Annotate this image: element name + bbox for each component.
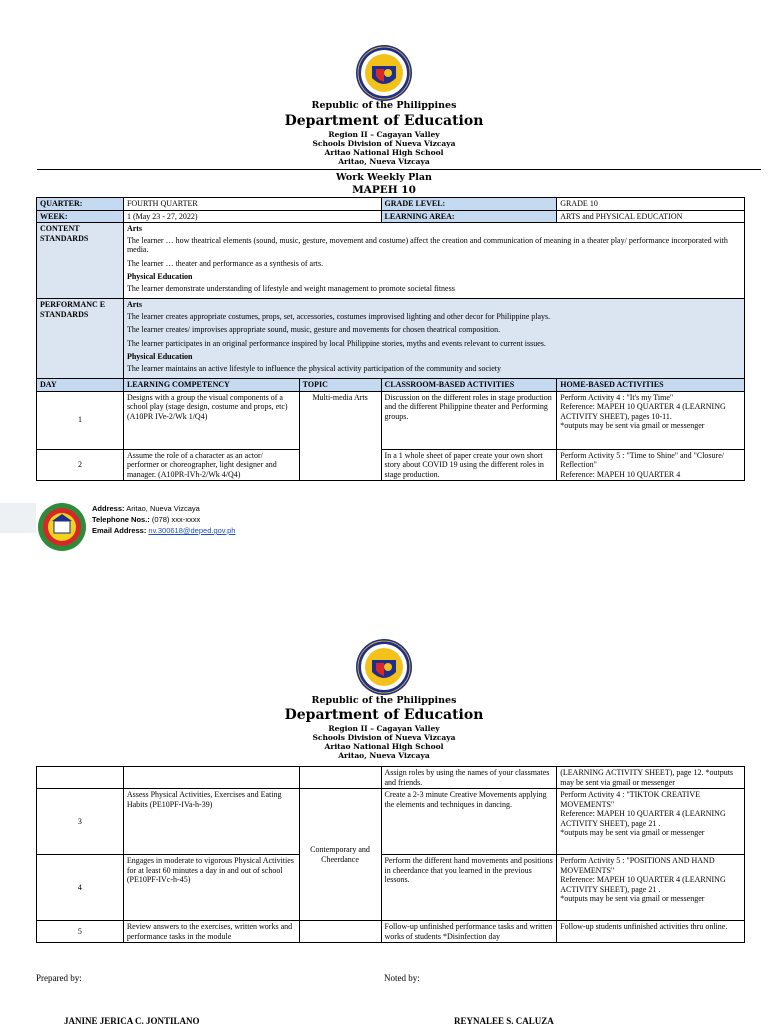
classroom-cell: Discussion on the different roles in stage production and the different Philippine theater and Performing groups. <box>381 391 557 449</box>
competency-cell <box>123 767 299 789</box>
footer-contact <box>92 503 235 536</box>
day-cell: 2 <box>37 449 124 481</box>
home-note: *outputs may be sent via gmail or messenger <box>560 421 705 430</box>
home-cell <box>557 391 745 449</box>
address-label: Address: <box>92 504 125 513</box>
prepared-by-label: Prepared by: <box>36 973 82 983</box>
quarter-value: FOURTH QUARTER <box>123 198 381 211</box>
topic-cell: Multi-media Arts <box>299 391 381 481</box>
home-activity: Perform Activity 5 : "POSITIONS AND HAND MOVEMENTS" <box>560 856 715 875</box>
competency-cell: Review answers to the exercises, written works and performance tasks in the module <box>123 921 299 943</box>
table-row <box>37 789 745 855</box>
grade-value: GRADE 10 <box>557 198 745 211</box>
performance-standards-body <box>123 299 744 379</box>
day-cell <box>37 767 124 789</box>
home-activity: Follow-up students unfinished activities thru online. <box>560 922 728 931</box>
home-note: *outputs may be sent via gmail or messenger <box>560 828 705 837</box>
weekly-plan-table <box>36 197 745 481</box>
competency-cell: Designs with a group the visual components of a school play (stage design, costume and props, etc) (A10PR IVe-2/Wk 1/Q4) <box>123 391 299 449</box>
department-heading: Department of Education <box>284 113 484 129</box>
competency-cell: Assess Physical Activities, Exercises and Eating Habits (PE10PF-IVa-h-39) <box>123 789 299 855</box>
plan-subject: MAPEH 10 <box>352 184 416 196</box>
home-reference: Reference: MAPEH 10 QUARTER 4 <box>560 469 681 479</box>
region-line: Region II – Cagayan Valley <box>328 724 440 733</box>
division-line: Schools Division of Nueva Vizcaya <box>312 139 456 148</box>
phone-value: (078) xxx-xxxx <box>151 515 201 524</box>
header-divider <box>37 169 761 170</box>
classroom-cell: Perform the different hand movements and positions in cheerdance that you learned in the previous lessons. <box>381 855 557 921</box>
home-cell: (LEARNING ACTIVITY SHEET), page 12. *outputs may be sent via gmail or messenger <box>557 767 745 789</box>
table-row <box>37 391 745 449</box>
home-reference: Reference: MAPEH 10 QUARTER 4 (LEARNING ACTIVITY SHEET), page 21 . <box>560 875 726 894</box>
column-header-row <box>37 379 745 392</box>
home-activity: Perform Activity 4 : "TIKTOK CREATIVE MOVEMENTS" <box>560 790 701 809</box>
grade-label: GRADE LEVEL: <box>381 198 557 211</box>
address-value: Aritao, Nueva Vizcaya <box>126 504 200 513</box>
footer-band <box>0 503 36 533</box>
table-row <box>37 210 745 223</box>
classroom-cell: Assign roles by using the names of your classmates and friends. <box>381 767 557 789</box>
home-cell <box>557 449 745 481</box>
deped-seal <box>355 44 413 102</box>
day-cell: 3 <box>37 789 124 855</box>
topic-cell: Contemporary and Cheerdance <box>299 789 381 921</box>
topic-cell <box>299 767 381 789</box>
table-row <box>37 449 745 481</box>
noter-name: REYNALEE S. CALUZA <box>454 1016 554 1026</box>
performance-pe-1: The learner maintains an active lifestyle to influence the physical activity participation of the community and society <box>126 363 502 373</box>
noted-by-label: Noted by: <box>384 973 420 983</box>
home-reference: Reference: MAPEH 10 QUARTER 4 (LEARNING ACTIVITY SHEET), pages 10-11. <box>560 402 726 421</box>
republic-heading: Republic of the Philippines <box>311 695 457 706</box>
col-classroom: CLASSROOM-BASED ACTIVITIES <box>381 379 557 392</box>
location-line: Aritao, Nueva Vizcaya <box>338 751 430 760</box>
preparer-name: JANINE JERICA C. JONTILANO <box>64 1016 200 1026</box>
competency-cell: Assume the role of a character as an actor/ performer or choreographer, light designer and manager. (A10PR-IVh-2/Wk 4/Q4) <box>123 449 299 481</box>
content-standards-label: CONTENT STANDARDS <box>37 223 124 299</box>
performance-standards-label: PERFORMANC E STANDARDS <box>37 299 124 379</box>
plan-title: Work Weekly Plan <box>336 172 432 183</box>
topic-cell <box>299 921 381 943</box>
home-cell <box>557 921 745 943</box>
table-row <box>37 198 745 211</box>
home-cell <box>557 855 745 921</box>
day-cell: 4 <box>37 855 124 921</box>
area-value: ARTS and PHYSICAL EDUCATION <box>557 210 745 223</box>
col-home: HOME-BASED ACTIVITIES <box>557 379 745 392</box>
content-pe-1: The learner demonstrate understanding of lifestyle and weight management to promote societal fitness <box>126 283 455 293</box>
home-note: *outputs may be sent via gmail or messenger <box>560 894 705 903</box>
location-line: Aritao, Nueva Vizcaya <box>338 157 430 166</box>
performance-arts-2: The learner creates/ improvises appropriate sound, music, gesture and movements for chosen theatrical composition. <box>126 325 501 334</box>
quarter-label: QUARTER: <box>37 198 124 211</box>
deped-seal <box>355 638 413 696</box>
col-day: DAY <box>37 379 124 392</box>
content-standards-row <box>37 223 745 299</box>
republic-heading: Republic of the Philippines <box>311 100 457 111</box>
school-line: Aritao National High School <box>324 742 444 751</box>
home-cell <box>557 789 745 855</box>
day-cell: 1 <box>37 391 124 449</box>
classroom-cell: Create a 2-3 minute Creative Movements applying the elements and techniques in dancing. <box>381 789 557 855</box>
classroom-cell: Follow-up unfinished performance tasks and written works of students *Disinfection day <box>381 921 557 943</box>
table-row <box>37 855 745 921</box>
performance-arts-3: The learner participates in an original performance inspired by local Philippine stories, myths and events relevant to current issues. <box>126 338 546 348</box>
performance-standards-row <box>37 299 745 379</box>
performance-arts-1: The learner creates appropriate costumes, props, set, accessories, costumes improvised lighting and other decor for Philippine plays. <box>126 311 551 321</box>
weekly-plan-table-continued <box>36 766 745 943</box>
col-competency: LEARNING COMPETENCY <box>123 379 299 392</box>
classroom-cell: In a 1 whole sheet of paper create your own short story about COVID 19 using the different roles in stage production. <box>381 449 557 481</box>
week-label: WEEK: <box>37 210 124 223</box>
email-link[interactable]: nv.300618@deped.gov.ph <box>148 526 236 535</box>
school-line: Aritao National High School <box>324 148 444 157</box>
department-heading: Department of Education <box>284 707 484 723</box>
content-standards-body <box>123 223 744 299</box>
week-value: 1 (May 23 - 27, 2022) <box>123 210 381 223</box>
competency-cell: Engages in moderate to vigorous Physical Activities for at least 60 minutes a day in and out of school (PE10PF-IVc-h-45) <box>123 855 299 921</box>
home-reference: Reference: MAPEH 10 QUARTER 4 (LEARNING ACTIVITY SHEET), page 21 . <box>560 809 726 828</box>
content-arts-label: Arts <box>126 224 143 233</box>
table-row <box>37 921 745 943</box>
table-row <box>37 767 745 789</box>
division-line: Schools Division of Nueva Vizcaya <box>312 733 456 742</box>
area-label: LEARNING AREA: <box>381 210 557 223</box>
performance-arts-label: Arts <box>126 300 143 309</box>
school-logo <box>37 502 87 552</box>
content-pe-label: Physical Education <box>126 272 193 281</box>
content-arts-2: The learner … theater and performance as a synthesis of arts. <box>126 258 324 268</box>
content-arts-1: The learner … how theatrical elements (sound, music, gesture, movement and costume) affect the creation and communication of meaning in a theater play/ performance incorporated with media. <box>126 235 728 254</box>
col-topic: TOPIC <box>299 379 381 392</box>
performance-pe-label: Physical Education <box>126 352 193 361</box>
phone-label: Telephone Nos.: <box>92 515 150 524</box>
day-cell: 5 <box>37 921 124 943</box>
home-activity: Perform Activity 5 : "Time to Shine" and "Closure/ Reflection" <box>560 450 724 469</box>
email-label: Email Address: <box>92 526 147 535</box>
region-line: Region II – Cagayan Valley <box>328 130 440 139</box>
home-activity: Perform Activity 4 : "It's my Time" <box>560 392 674 402</box>
